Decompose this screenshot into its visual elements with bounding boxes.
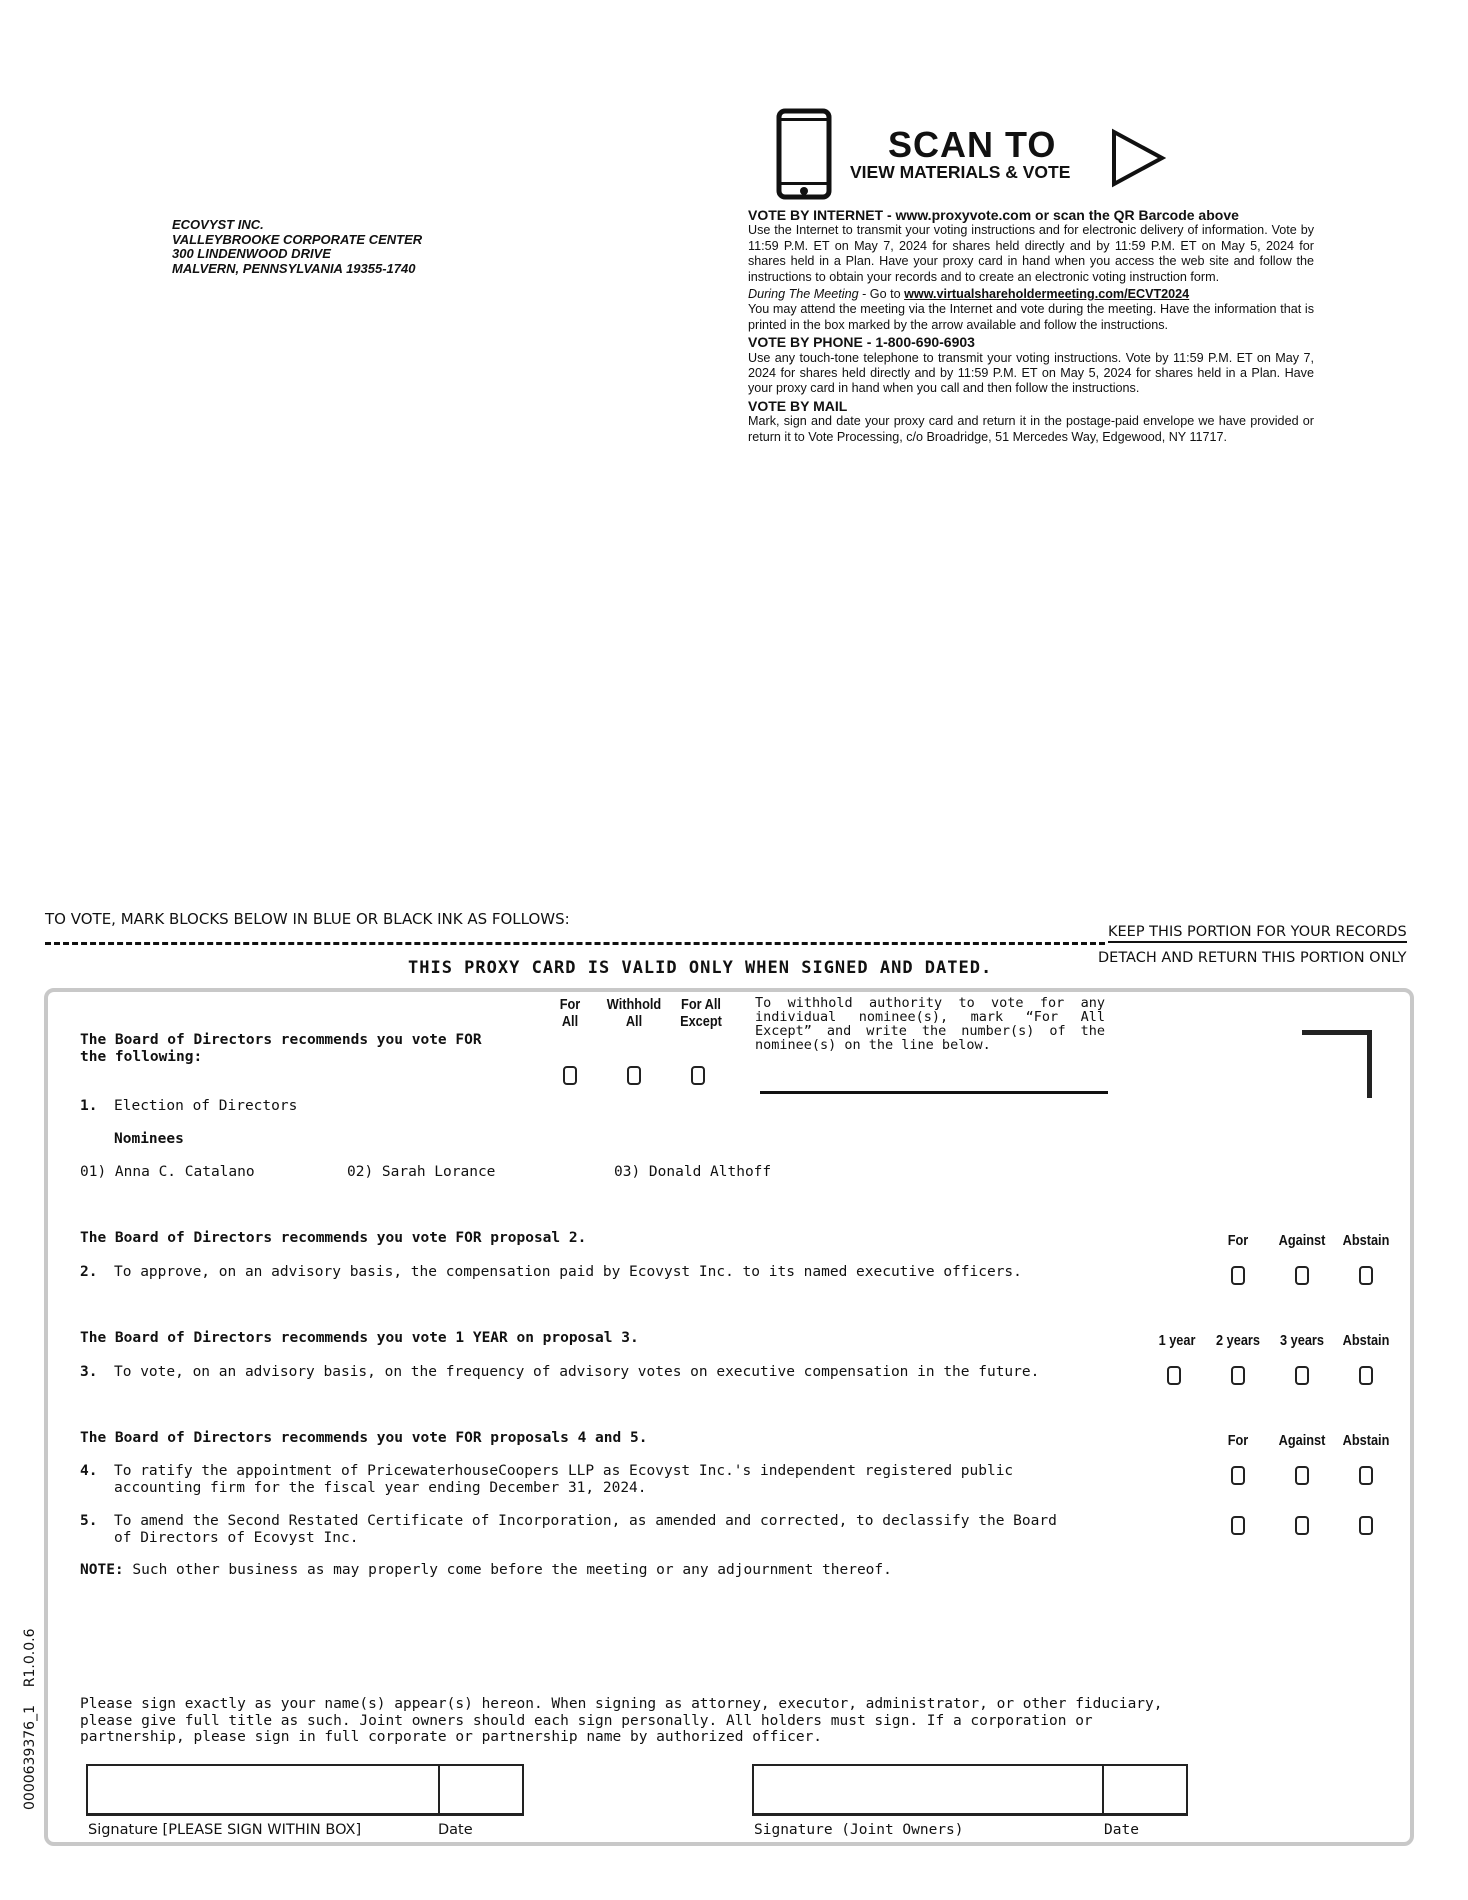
joint-signature-box[interactable]: [752, 1764, 1104, 1816]
signing-instructions: [80, 1696, 1163, 1746]
item-3-text: To vote, on an advisory basis, on the frequency of advisory votes on executive compensation in the future.: [114, 1364, 1040, 1380]
recommendation-3: The Board of Directors recommends you vote 1 YEAR on proposal 3.: [80, 1330, 639, 1346]
joint-signature-label: Signature (Joint Owners): [754, 1822, 964, 1838]
address-line: VALLEYBROOKE CORPORATE CENTER: [172, 231, 423, 247]
signature-label: Signature [PLEASE SIGN WITHIN BOX]: [88, 1822, 362, 1838]
item-4-abstain-checkbox[interactable]: [1359, 1466, 1373, 1485]
item-5-line-1: To amend the Second Restated Certificate of Incorporation, as amended and corrected, to declassify the Board: [114, 1513, 1057, 1529]
mail-text: Mark, sign and date your proxy card and return it in the postage-paid envelope we have provided or return it to Vote Processing, c/o Broadridge, 51 Mercedes Way, Edgewood, NY 11717.: [748, 414, 1314, 444]
item-4-against-checkbox[interactable]: [1295, 1466, 1309, 1485]
item-3-2-years-checkbox[interactable]: [1231, 1366, 1245, 1385]
address-line: ECOVYST INC.: [172, 217, 264, 232]
item-3-3-years-checkbox[interactable]: [1295, 1366, 1309, 1385]
col-2-years: 2 years: [1216, 1332, 1260, 1349]
item-5-number: 5.: [80, 1513, 98, 1529]
col-for-all: For All: [559, 996, 581, 1030]
col-1-year: 1 year: [1158, 1332, 1196, 1349]
item-4-line-2: accounting firm for the fiscal year ending December 31, 2024.: [114, 1480, 647, 1496]
meeting-prefix: - Go to: [858, 287, 905, 302]
side-control-code: 0000639376_1 R1.0.0.6: [22, 1628, 38, 1810]
nominee-1: 01) Anna C. Catalano: [80, 1164, 255, 1180]
phone-heading: VOTE BY PHONE - 1-800-690-6903: [748, 334, 975, 351]
address-line: 300 LINDENWOOD DRIVE: [172, 246, 331, 261]
item-3-1-year-checkbox[interactable]: [1167, 1366, 1181, 1385]
meeting-text: You may attend the meeting via the Internet and vote during the meeting. Have the information that is printed in the box marked by the arrow available and follow the instructions.: [748, 302, 1314, 332]
detach-line: [45, 942, 1105, 945]
item-5-abstain-checkbox[interactable]: [1359, 1516, 1373, 1535]
col-for: For: [1227, 1432, 1249, 1449]
item-2-abstain-checkbox[interactable]: [1359, 1266, 1373, 1285]
recommendation-4-5: The Board of Directors recommends you vote FOR proposals 4 and 5.: [80, 1430, 648, 1446]
scan-title: SCAN TO: [888, 124, 1057, 165]
date-label: Date: [438, 1822, 473, 1838]
item-2-text: To approve, on an advisory basis, the compensation paid by Ecovyst Inc. to its named executive officers.: [114, 1264, 1022, 1280]
item-3-abstain-checkbox[interactable]: [1359, 1366, 1373, 1385]
corner-mark: [1302, 1030, 1372, 1098]
col-3-years: 3 years: [1280, 1332, 1324, 1349]
mailing-address: [172, 218, 422, 276]
internet-heading: VOTE BY INTERNET - www.proxyvote.com or scan the QR Barcode above: [748, 207, 1239, 223]
for-all-except-checkbox[interactable]: [691, 1066, 705, 1085]
sign-line: partnership, please sign in full corporate or partnership name by authorized officer.: [80, 1729, 823, 1745]
sign-line: Please sign exactly as your name(s) appear(s) hereon. When signing as attorney, executor, administrator, or other fiduciary,: [80, 1696, 1163, 1712]
note-label: NOTE:: [80, 1562, 124, 1578]
item-5-for-checkbox[interactable]: [1231, 1516, 1245, 1535]
item-1-number: 1.: [80, 1098, 98, 1114]
joint-date-box[interactable]: [1102, 1764, 1188, 1816]
nominees-label: Nominees: [114, 1131, 184, 1147]
recommendation-2: The Board of Directors recommends you vote FOR proposal 2.: [80, 1230, 587, 1246]
mark-instructions: TO VOTE, MARK BLOCKS BELOW IN BLUE OR BLACK INK AS FOLLOWS:: [45, 910, 570, 928]
joint-date-label: Date: [1104, 1822, 1139, 1838]
item-4-number: 4.: [80, 1463, 98, 1479]
item-1-text: Election of Directors: [114, 1098, 298, 1114]
keep-portion-label: KEEP THIS PORTION FOR YOUR RECORDS: [1108, 924, 1407, 943]
withhold-nominee-line[interactable]: [760, 1091, 1108, 1094]
item-4-line-1: To ratify the appointment of PricewaterhouseCoopers LLP as Ecovyst Inc.'s independent registered public: [114, 1463, 1014, 1479]
date-box[interactable]: [438, 1764, 524, 1816]
col-against: Against: [1278, 1432, 1326, 1449]
item-5-line-2: of Directors of Ecovyst Inc.: [114, 1530, 359, 1546]
col-abstain: Abstain: [1342, 1332, 1390, 1349]
phone-text: Use any touch-tone telephone to transmit your voting instructions. Vote by 11:59 P.M. ET on May 7, 2024 for shares held directly and by 11:59 P.M. ET on May 5, 2024 for shares held in a Plan. Have your proxy card in hand when you call and then follow the instructions.: [748, 350, 1314, 396]
note: [80, 1562, 892, 1578]
note-text: Such other business as may properly come before the meeting or any adjournment thereof.: [123, 1562, 892, 1578]
voting-instructions: [748, 206, 1314, 445]
item-2-for-checkbox[interactable]: [1231, 1266, 1245, 1285]
col-against: Against: [1278, 1232, 1326, 1249]
col-abstain: Abstain: [1342, 1232, 1390, 1249]
sign-line: please give full title as such. Joint owners should each sign personally. All holders must sign. If a corporation or: [80, 1712, 1093, 1729]
detach-portion-label: DETACH AND RETURN THIS PORTION ONLY: [1098, 950, 1407, 966]
mail-heading: VOTE BY MAIL: [748, 397, 848, 414]
validity-notice: THIS PROXY CARD IS VALID ONLY WHEN SIGNED AND DATED.: [408, 958, 993, 978]
item-2-against-checkbox[interactable]: [1295, 1266, 1309, 1285]
withhold-all-checkbox[interactable]: [627, 1066, 641, 1085]
meeting-label: During The Meeting: [748, 287, 859, 302]
phone-icon: [776, 108, 832, 200]
col-withhold-all: Withhold All: [606, 996, 662, 1030]
internet-text: Use the Internet to transmit your voting instructions and for electronic delivery of information. Vote by 11:59 P.M. ET on May 7, 2024 for shares held directly and by 11:59 P.M. ET on May 5, 2024 for shares held in a Plan. Have your proxy card in hand when you access the web site and follow the instructions to obtain your records and to create an electronic voting instruction form.: [748, 223, 1314, 284]
arrow-play-icon: [1110, 128, 1166, 188]
item-5-against-checkbox[interactable]: [1295, 1516, 1309, 1535]
nominee-3: 03) Donald Althoff: [614, 1164, 772, 1180]
withhold-instructions: To withhold authority to vote for any individual nominee(s), mark “For All Except” and write the number(s) of the nominee(s) on the line below.: [755, 995, 1105, 1053]
item-4-for-checkbox[interactable]: [1231, 1466, 1245, 1485]
item-3-number: 3.: [80, 1364, 98, 1380]
nominee-2: 02) Sarah Lorance: [347, 1164, 496, 1180]
address-line: MALVERN, PENNSYLVANIA 19355-1740: [172, 260, 416, 276]
col-for: For: [1227, 1232, 1249, 1249]
for-all-checkbox[interactable]: [563, 1066, 577, 1085]
col-abstain: Abstain: [1342, 1432, 1390, 1449]
signature-box[interactable]: [86, 1764, 440, 1816]
scan-subtitle: VIEW MATERIALS & VOTE: [850, 162, 1071, 182]
recommendation-1: The Board of Directors recommends you vote FOR the following:: [80, 1032, 482, 1065]
item-2-number: 2.: [80, 1264, 98, 1280]
col-for-all-except: For All Except: [680, 996, 722, 1030]
meeting-link[interactable]: www.virtualshareholdermeeting.com/ECVT2024: [904, 287, 1190, 302]
